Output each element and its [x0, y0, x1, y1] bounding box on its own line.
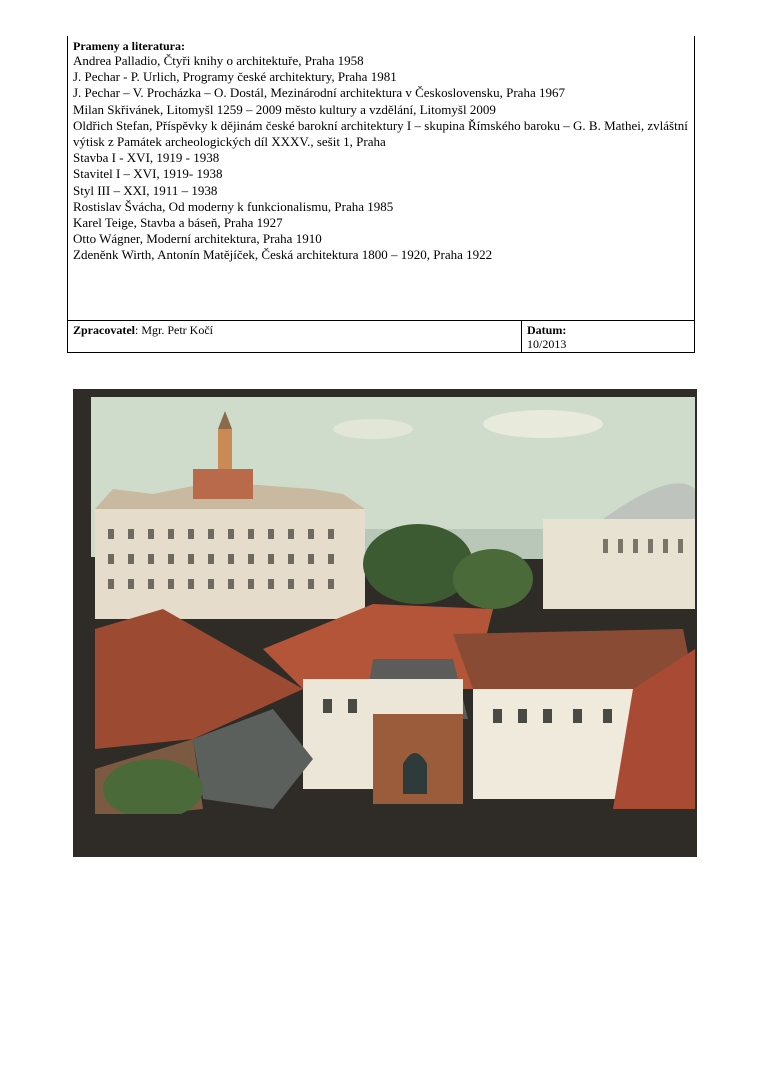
literature-list	[73, 53, 689, 264]
literature-item: J. Pechar - P. Urlich, Programy české architektury, Praha 1981	[73, 69, 397, 85]
literature-cell	[68, 36, 694, 321]
document-table	[67, 36, 695, 353]
literature-item: Otto Wágner, Moderní architektura, Praha 1910	[73, 231, 322, 247]
literature-item: Andrea Palladio, Čtyři knihy o architektuře, Praha 1958	[73, 53, 364, 68]
processor-label: Zpracovatel	[73, 323, 135, 337]
photo-illustration	[73, 389, 697, 857]
date-cell	[522, 321, 694, 352]
literature-item: Stavba I - XVI, 1919 - 1938	[73, 150, 220, 166]
literature-item: Rostislav Švácha, Od moderny k funkcionalismu, Praha 1985	[73, 198, 394, 214]
date-value: 10/2013	[527, 337, 567, 351]
literature-item: Zdeněnk Wirth, Antonín Matějíček, Česká architektura 1800 – 1920, Praha 1922	[73, 247, 493, 263]
processor-value: : Mgr. Petr Kočí	[135, 323, 213, 337]
literature-item: J. Pechar – V. Procházka – O. Dostál, Mezinárodní architektura v Československu, Praha 1967	[73, 85, 565, 101]
literature-item: Stavitel I – XVI, 1919- 1938	[73, 166, 223, 182]
literature-item: Oldřich Stefan, Příspěvky k dějinám české barokní architektury I – skupina Římského baroku – G. B. Mathei, zvláštní výtisk z Památek archeologických díl XXXV., sešit 1, Praha	[73, 117, 688, 150]
literature-item: Styl III – XXI, 1911 – 1938	[73, 182, 218, 198]
photo-trees	[363, 524, 473, 604]
processor-cell	[68, 321, 522, 352]
literature-item: Karel Teige, Stavba a báseň, Praha 1927	[73, 215, 283, 231]
literature-title: Prameny a literatura:	[73, 39, 185, 53]
literature-item: Milan Skřivánek, Litomyšl 1259 – 2009 město kultury a vzdělání, Litomyšl 2009	[73, 101, 496, 117]
photo-right-building	[543, 519, 695, 609]
historic-town-photo	[73, 389, 697, 857]
date-label: Datum:	[527, 323, 567, 337]
